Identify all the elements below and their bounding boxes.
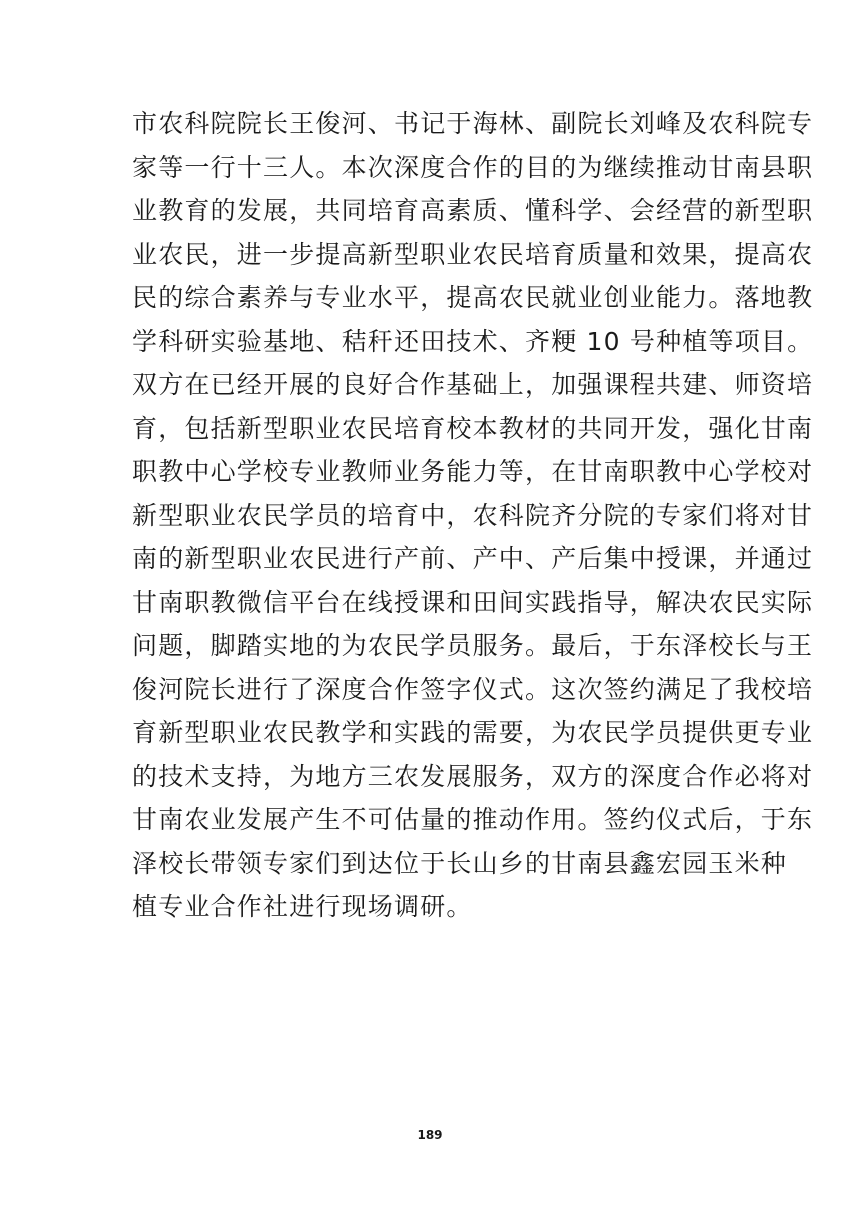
text-line: 新型职业农民学员的培育中，农科院齐分院的专家们将对甘 — [132, 500, 814, 530]
text-line: 家等一行十三人。本次深度合作的目的为继续推动甘南县职 — [132, 152, 814, 182]
text-line: 学科研实验基地、秸秆还田技术、齐粳 10 号种植等项目。 — [132, 326, 814, 356]
text-line: 问题，脚踏实地的为农民学员服务。最后，于东泽校长与王 — [132, 631, 814, 660]
text-line: 民的综合素养与专业水平，提高农民就业创业能力。落地教 — [132, 283, 814, 312]
page-number: 189 — [417, 1128, 443, 1142]
text-line: 南的新型职业农民进行产前、产中、产后集中授课，并通过 — [132, 544, 814, 573]
text-line: 甘南农业发展产生不可估量的推动作用。签约仪式后，于东 — [132, 805, 814, 834]
body-paragraph — [132, 102, 814, 929]
text-line: 职教中心学校专业教师业务能力等，在甘南职教中心学校对 — [132, 457, 814, 486]
text-line: 双方在已经开展的良好合作基础上，加强课程共建、师资培 — [132, 370, 814, 399]
text-line: 俊河院长进行了深度合作签字仪式。这次签约满足了我校培 — [132, 674, 814, 704]
text-line: 育新型职业农民教学和实践的需要，为农民学员提供更专业 — [132, 718, 814, 747]
text-line: 的技术支持，为地方三农发展服务，双方的深度合作必将对 — [132, 761, 814, 791]
text-line: 业农民，进一步提高新型职业农民培育质量和效果，提高农 — [132, 239, 814, 269]
text-line: 泽校长带领专家们到达位于长山乡的甘南县鑫宏园玉米种 — [132, 848, 788, 878]
text-line: 育，包括新型职业农民培育校本教材的共同开发，强化甘南 — [132, 413, 814, 443]
text-line: 甘南职教微信平台在线授课和田间实践指导，解决农民实际 — [132, 587, 814, 617]
text-line: 市农科院院长王俊河、书记于海林、副院长刘峰及农科院专 — [132, 109, 814, 138]
text-line: 植专业合作社进行现场调研。 — [132, 892, 473, 921]
text-line: 业教育的发展，共同培育高素质、懂科学、会经营的新型职 — [132, 196, 814, 225]
